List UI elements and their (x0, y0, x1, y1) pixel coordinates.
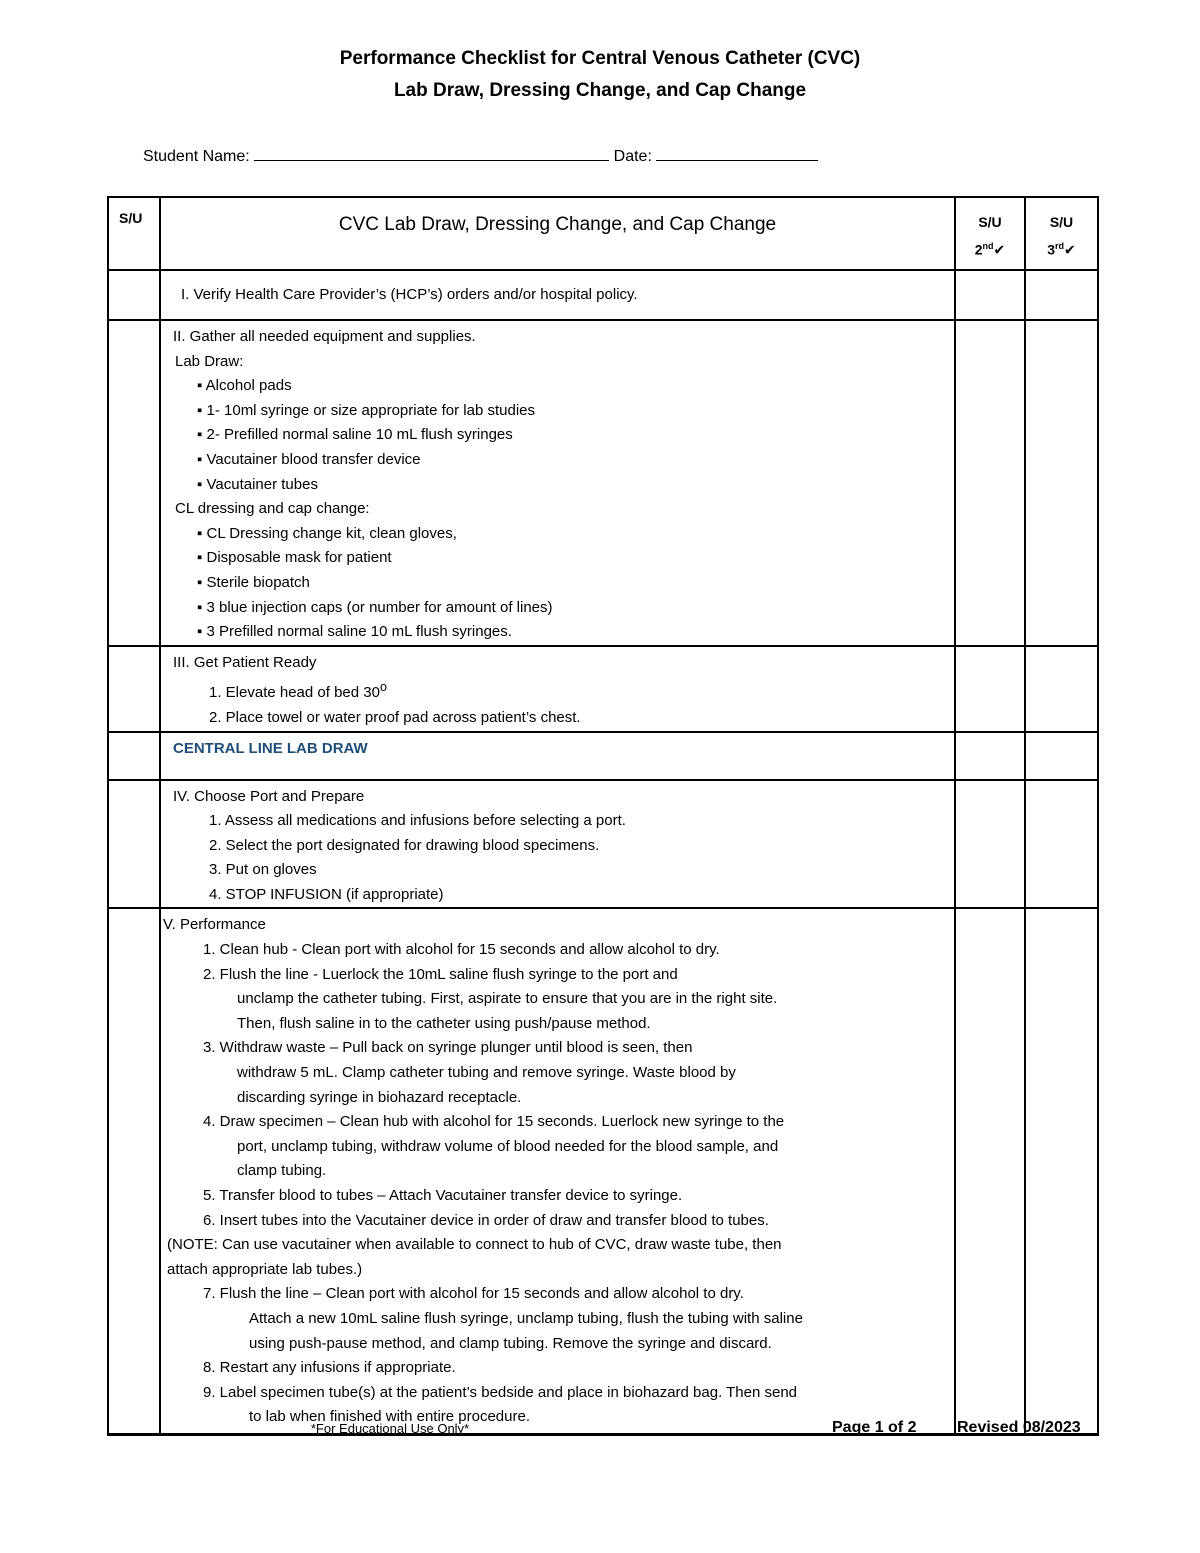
su-cell[interactable] (108, 270, 160, 320)
list-item: ▪ 3 blue injection caps (or number for amount of lines) (197, 598, 553, 616)
section-1-text: I. Verify Health Care Provider’s (HCP’s) orders and/or hospital policy. (181, 286, 638, 303)
list-item: ▪ Sterile biopatch (197, 573, 310, 591)
section-5-cell (160, 908, 955, 1434)
page-subtitle: Lab Draw, Dressing Change, and Cap Change (393, 80, 807, 101)
section-5-heading: V. Performance (163, 916, 266, 934)
su-3rd-label: S/U (1049, 214, 1074, 230)
section-3-cell (160, 646, 955, 732)
list-item: ▪ Vacutainer tubes (197, 475, 318, 493)
su-cell[interactable] (108, 320, 160, 646)
note-text: attach appropriate lab tubes.) (167, 1260, 363, 1278)
list-item: 1. Elevate head of bed 30$^o$ (209, 680, 387, 702)
list-item: discarding syringe in biohazard receptacle. (237, 1088, 522, 1106)
su-3rd-cell[interactable] (1025, 320, 1098, 646)
footer-page-number: Page 1 of 2 (832, 1419, 917, 1436)
page-title: Performance Checklist for Central Venous Catheter (CVC) (339, 48, 861, 69)
list-item: ▪ Vacutainer blood transfer device (197, 450, 421, 468)
section-1-cell (160, 270, 955, 320)
list-item: ▪ CL Dressing change kit, clean gloves, (197, 524, 457, 542)
lab-draw-heading: Lab Draw: (175, 352, 244, 370)
section-4-heading: IV. Choose Port and Prepare (173, 787, 365, 805)
degree-sup: o (379, 680, 387, 695)
central-line-cell (160, 732, 955, 780)
list-item: 2. Select the port designated for drawing blood specimens. (209, 836, 600, 854)
header-row (108, 197, 1098, 270)
list-item: 4. Draw specimen – Clean hub with alcohol for 15 seconds. Luerlock new syringe to the (203, 1113, 785, 1131)
su-3rd-cell[interactable] (1025, 646, 1098, 732)
list-item: 2. Flush the line - Luerlock the 10mL saline flush syringe to the port and (203, 965, 678, 983)
list-item: ▪ 3 Prefilled normal saline 10 mL flush syringes. (197, 623, 512, 641)
section-2-heading: II. Gather all needed equipment and supplies. (173, 328, 476, 345)
list-item: 5. Transfer blood to tubes – Attach Vacutainer transfer device to syringe. (203, 1187, 683, 1204)
central-line-heading: CENTRAL LINE LAB DRAW (173, 739, 368, 757)
su-3rd-num: 3 (1047, 241, 1056, 258)
su-2nd-cell[interactable] (955, 732, 1025, 780)
main-header: CVC Lab Draw, Dressing Change, and Cap Change (160, 197, 955, 270)
su-2nd-header (955, 197, 1025, 270)
list-item: 9. Label specimen tube(s) at the patient’s bedside and place in biohazard bag. Then send (203, 1383, 798, 1401)
student-info-line (143, 146, 818, 166)
su-2nd-cell[interactable] (955, 646, 1025, 732)
su-cell[interactable] (108, 646, 160, 732)
footer-edu-note: *For Educational Use Only* (310, 1421, 470, 1436)
student-name-field[interactable] (254, 146, 609, 161)
list-item: 8. Restart any infusions if appropriate. (203, 1359, 456, 1377)
date-field[interactable] (656, 146, 818, 161)
list-item: 7. Flush the line – Clean port with alcohol for 15 seconds and allow alcohol to dry. (203, 1285, 744, 1303)
checklist-table (107, 196, 1099, 1436)
list-item: 4. STOP INFUSION (if appropriate) (209, 885, 444, 903)
list-item: ▪ 2- Prefilled normal saline 10 mL flush syringes (197, 426, 513, 444)
list-item: ▪ Disposable mask for patient (197, 549, 392, 567)
su-3rd-cell[interactable] (1025, 908, 1098, 1434)
list-item: Attach a new 10mL saline flush syringe, unclamp tubing, flush the tubing with saline (249, 1309, 803, 1327)
su-2nd-sup: nd (982, 241, 994, 251)
list-item: using push-pause method, and clamp tubing. Remove the syringe and discard. (249, 1334, 772, 1352)
su-2nd-cell[interactable] (955, 270, 1025, 320)
su-2nd-cell[interactable] (955, 320, 1025, 646)
list-item: ▪ 1- 10ml syringe or size appropriate for lab studies (197, 401, 535, 419)
student-name-label: Student Name: (143, 148, 250, 165)
checkmark-icon: ✔ (1064, 241, 1076, 258)
su-3rd-cell[interactable] (1025, 780, 1098, 909)
note-text: (NOTE: Can use vacutainer when available to connect to hub of CVC, draw waste tube, then (167, 1236, 782, 1254)
su-header: S/U (108, 197, 160, 270)
su-3rd-cell[interactable] (1025, 270, 1098, 320)
su-3rd-header (1025, 197, 1098, 270)
list-item: port, unclamp tubing, withdraw volume of blood needed for the blood sample, and (237, 1137, 779, 1155)
list-item: 2. Place towel or water proof pad across patient’s chest. (209, 708, 581, 726)
table-row (108, 780, 1098, 909)
date-label: Date: (613, 148, 652, 165)
list-item: 3. Withdraw waste – Pull back on syringe plunger until blood is seen, then (203, 1039, 693, 1057)
su-3rd-cell[interactable] (1025, 732, 1098, 780)
checkmark-icon: ✔ (993, 241, 1006, 258)
list-item: 6. Insert tubes into the Vacutainer device in order of draw and transfer blood to tubes. (203, 1211, 769, 1229)
su-3rd-sup: rd (1055, 241, 1065, 251)
table-row (108, 270, 1098, 320)
section-2-cell (160, 320, 955, 646)
table-row (108, 320, 1098, 646)
list-item: unclamp the catheter tubing. First, aspirate to ensure that you are in the right site. (237, 990, 778, 1008)
list-item: to lab when finished with entire procedure. (249, 1408, 531, 1426)
list-item: 1. Assess all medications and infusions before selecting a port. (209, 812, 626, 830)
table-row (108, 646, 1098, 732)
su-2nd-num: 2 (974, 241, 983, 258)
footer-revised: Revised 08/2023 (957, 1419, 1081, 1436)
list-item: withdraw 5 mL. Clamp catheter tubing and remove syringe. Waste blood by (237, 1064, 736, 1082)
su-cell[interactable] (108, 780, 160, 909)
su-cell[interactable] (108, 732, 160, 780)
list-item: 3. Put on gloves (209, 861, 317, 879)
su-cell[interactable] (108, 908, 160, 1434)
section-3-heading: III. Get Patient Ready (173, 653, 317, 671)
table-row (108, 732, 1098, 780)
section-4-cell (160, 780, 955, 909)
cl-dressing-heading: CL dressing and cap change: (175, 500, 370, 518)
su-2nd-cell[interactable] (955, 908, 1025, 1434)
su-2nd-label: S/U (978, 214, 1002, 230)
list-item: ▪ Alcohol pads (197, 377, 292, 395)
table-row (108, 908, 1098, 1434)
list-item: clamp tubing. (237, 1162, 327, 1180)
su-2nd-cell[interactable] (955, 780, 1025, 909)
list-item: 1. Clean hub - Clean port with alcohol for 15 seconds and allow alcohol to dry. (203, 941, 720, 959)
list-item: Then, flush saline in to the catheter using push/pause method. (237, 1014, 651, 1032)
